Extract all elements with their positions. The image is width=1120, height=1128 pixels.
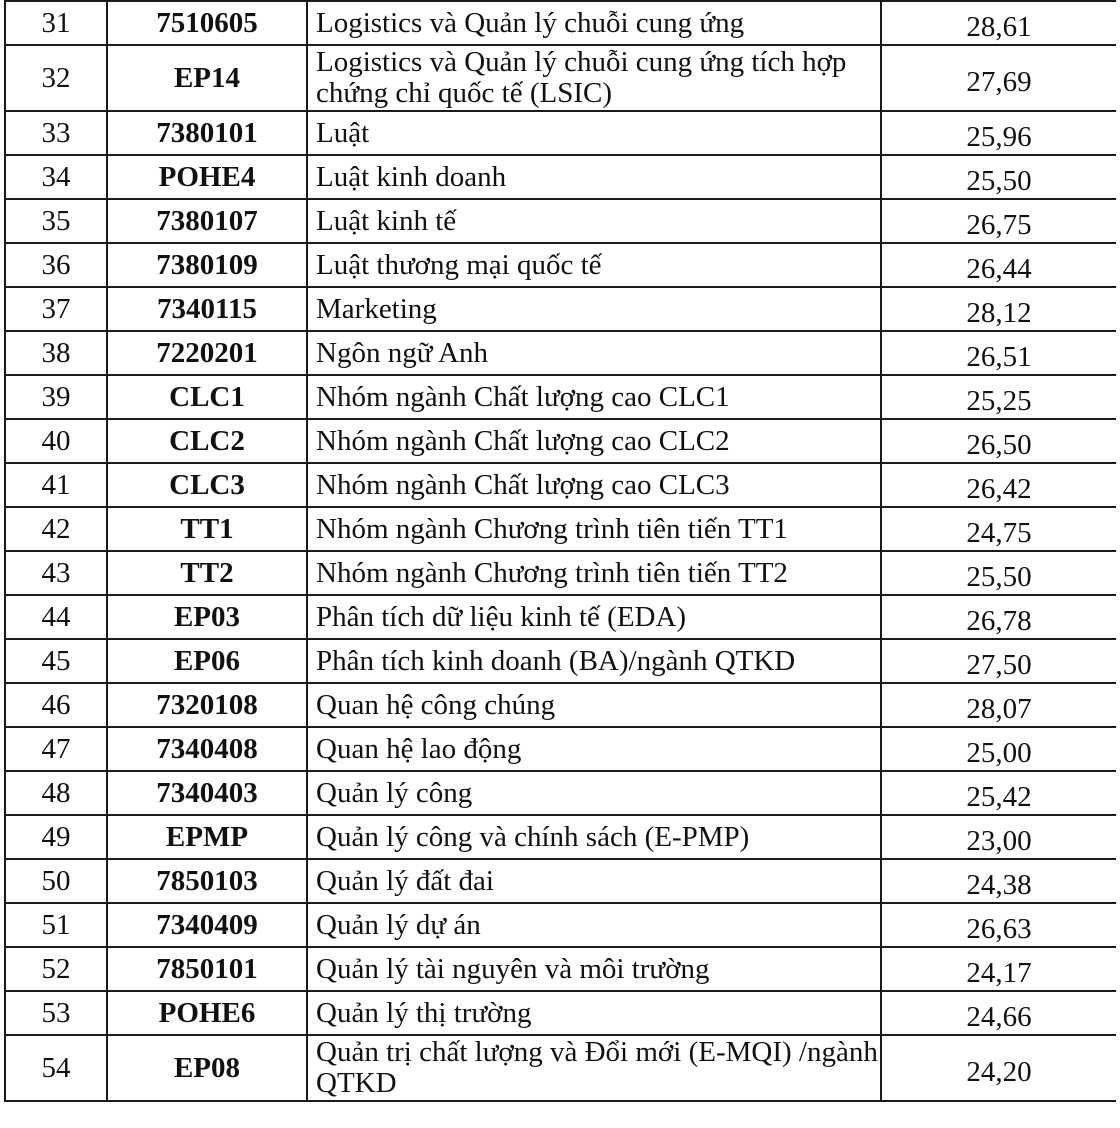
code-cell: 7510605 bbox=[107, 1, 307, 45]
code-cell: 7340115 bbox=[107, 287, 307, 331]
table-row bbox=[5, 1, 1116, 45]
name-cell: Quản lý tài nguyên và môi trường bbox=[307, 947, 881, 991]
score-cell: 26,51 bbox=[881, 331, 1116, 375]
table-row bbox=[5, 45, 1116, 111]
table-body bbox=[5, 0, 1116, 1101]
score-cell: 28,61 bbox=[881, 1, 1116, 45]
name-cell: Quan hệ lao động bbox=[307, 727, 881, 771]
code-cell: 7380109 bbox=[107, 243, 307, 287]
stt-cell: 41 bbox=[5, 463, 107, 507]
name-cell: Quản lý thị trường bbox=[307, 991, 881, 1035]
code-cell: EP03 bbox=[107, 595, 307, 639]
table-row bbox=[5, 155, 1116, 199]
code-cell: 7380107 bbox=[107, 199, 307, 243]
score-cell: 24,20 bbox=[881, 1035, 1116, 1101]
name-cell: Marketing bbox=[307, 287, 881, 331]
stt-cell: 38 bbox=[5, 331, 107, 375]
table-row bbox=[5, 1035, 1116, 1101]
score-cell: 26,78 bbox=[881, 595, 1116, 639]
code-cell: EP06 bbox=[107, 639, 307, 683]
code-cell: EP14 bbox=[107, 45, 307, 111]
name-cell: Nhóm ngành Chất lượng cao CLC2 bbox=[307, 419, 881, 463]
table-row bbox=[5, 727, 1116, 771]
stt-cell: 53 bbox=[5, 991, 107, 1035]
stt-cell: 34 bbox=[5, 155, 107, 199]
stt-cell: 49 bbox=[5, 815, 107, 859]
table-row bbox=[5, 375, 1116, 419]
name-cell: Phân tích dữ liệu kinh tế (EDA) bbox=[307, 595, 881, 639]
score-cell: 25,96 bbox=[881, 111, 1116, 155]
stt-cell: 35 bbox=[5, 199, 107, 243]
code-cell: POHE4 bbox=[107, 155, 307, 199]
code-cell: EPMP bbox=[107, 815, 307, 859]
name-cell: Phân tích kinh doanh (BA)/ngành QTKD bbox=[307, 639, 881, 683]
score-cell: 24,17 bbox=[881, 947, 1116, 991]
code-cell: POHE6 bbox=[107, 991, 307, 1035]
name-cell: Luật thương mại quốc tế bbox=[307, 243, 881, 287]
stt-cell: 54 bbox=[5, 1035, 107, 1101]
name-cell: Logistics và Quản lý chuỗi cung ứng bbox=[307, 1, 881, 45]
table-row bbox=[5, 111, 1116, 155]
score-cell: 27,50 bbox=[881, 639, 1116, 683]
table-row bbox=[5, 243, 1116, 287]
code-cell: TT1 bbox=[107, 507, 307, 551]
name-cell: Quản lý công và chính sách (E-PMP) bbox=[307, 815, 881, 859]
name-cell: Quản lý đất đai bbox=[307, 859, 881, 903]
table-row bbox=[5, 419, 1116, 463]
code-cell: 7380101 bbox=[107, 111, 307, 155]
code-cell: 7850103 bbox=[107, 859, 307, 903]
score-cell: 28,07 bbox=[881, 683, 1116, 727]
stt-cell: 46 bbox=[5, 683, 107, 727]
table-row bbox=[5, 683, 1116, 727]
score-cell: 28,12 bbox=[881, 287, 1116, 331]
stt-cell: 47 bbox=[5, 727, 107, 771]
stt-cell: 43 bbox=[5, 551, 107, 595]
stt-cell: 52 bbox=[5, 947, 107, 991]
table-row bbox=[5, 991, 1116, 1035]
stt-cell: 48 bbox=[5, 771, 107, 815]
stt-cell: 39 bbox=[5, 375, 107, 419]
name-cell: Quản lý công bbox=[307, 771, 881, 815]
name-cell: Quản lý dự án bbox=[307, 903, 881, 947]
code-cell: 7850101 bbox=[107, 947, 307, 991]
code-cell: EP08 bbox=[107, 1035, 307, 1101]
name-cell: Luật kinh tế bbox=[307, 199, 881, 243]
table-row bbox=[5, 463, 1116, 507]
score-cell: 24,75 bbox=[881, 507, 1116, 551]
table-row bbox=[5, 859, 1116, 903]
code-cell: 7340409 bbox=[107, 903, 307, 947]
table-row bbox=[5, 815, 1116, 859]
name-cell: Nhóm ngành Chương trình tiên tiến TT1 bbox=[307, 507, 881, 551]
stt-cell: 36 bbox=[5, 243, 107, 287]
code-cell: 7340403 bbox=[107, 771, 307, 815]
table-row bbox=[5, 287, 1116, 331]
code-cell: 7320108 bbox=[107, 683, 307, 727]
code-cell: CLC1 bbox=[107, 375, 307, 419]
table-row bbox=[5, 551, 1116, 595]
stt-cell: 42 bbox=[5, 507, 107, 551]
score-cell: 26,50 bbox=[881, 419, 1116, 463]
table-row bbox=[5, 771, 1116, 815]
table-row bbox=[5, 331, 1116, 375]
stt-cell: 44 bbox=[5, 595, 107, 639]
score-cell: 25,50 bbox=[881, 551, 1116, 595]
table-row bbox=[5, 947, 1116, 991]
stt-cell: 31 bbox=[5, 1, 107, 45]
name-cell: Nhóm ngành Chất lượng cao CLC1 bbox=[307, 375, 881, 419]
table-row bbox=[5, 595, 1116, 639]
table-row bbox=[5, 507, 1116, 551]
stt-cell: 50 bbox=[5, 859, 107, 903]
name-cell: Quản trị chất lượng và Đổi mới (E-MQI) /ngành QTKD bbox=[307, 1035, 881, 1101]
code-cell: 7220201 bbox=[107, 331, 307, 375]
stt-cell: 45 bbox=[5, 639, 107, 683]
score-cell: 26,75 bbox=[881, 199, 1116, 243]
score-cell: 25,25 bbox=[881, 375, 1116, 419]
code-cell: CLC2 bbox=[107, 419, 307, 463]
score-cell: 25,00 bbox=[881, 727, 1116, 771]
name-cell: Luật bbox=[307, 111, 881, 155]
score-cell: 26,42 bbox=[881, 463, 1116, 507]
score-cell: 26,44 bbox=[881, 243, 1116, 287]
score-cell: 27,69 bbox=[881, 45, 1116, 111]
admission-score-table bbox=[4, 0, 1116, 1102]
score-cell: 23,00 bbox=[881, 815, 1116, 859]
stt-cell: 32 bbox=[5, 45, 107, 111]
code-cell: 7340408 bbox=[107, 727, 307, 771]
name-cell: Ngôn ngữ Anh bbox=[307, 331, 881, 375]
score-table-page bbox=[4, 0, 1116, 1128]
name-cell: Logistics và Quản lý chuỗi cung ứng tích hợp chứng chỉ quốc tế (LSIC) bbox=[307, 45, 881, 111]
name-cell: Luật kinh doanh bbox=[307, 155, 881, 199]
table-row bbox=[5, 903, 1116, 947]
name-cell: Nhóm ngành Chương trình tiên tiến TT2 bbox=[307, 551, 881, 595]
stt-cell: 40 bbox=[5, 419, 107, 463]
name-cell: Quan hệ công chúng bbox=[307, 683, 881, 727]
table-row bbox=[5, 639, 1116, 683]
score-cell: 24,66 bbox=[881, 991, 1116, 1035]
code-cell: CLC3 bbox=[107, 463, 307, 507]
score-cell: 24,38 bbox=[881, 859, 1116, 903]
stt-cell: 51 bbox=[5, 903, 107, 947]
stt-cell: 33 bbox=[5, 111, 107, 155]
stt-cell: 37 bbox=[5, 287, 107, 331]
name-cell: Nhóm ngành Chất lượng cao CLC3 bbox=[307, 463, 881, 507]
score-cell: 25,42 bbox=[881, 771, 1116, 815]
table-row bbox=[5, 199, 1116, 243]
code-cell: TT2 bbox=[107, 551, 307, 595]
score-cell: 26,63 bbox=[881, 903, 1116, 947]
score-cell: 25,50 bbox=[881, 155, 1116, 199]
